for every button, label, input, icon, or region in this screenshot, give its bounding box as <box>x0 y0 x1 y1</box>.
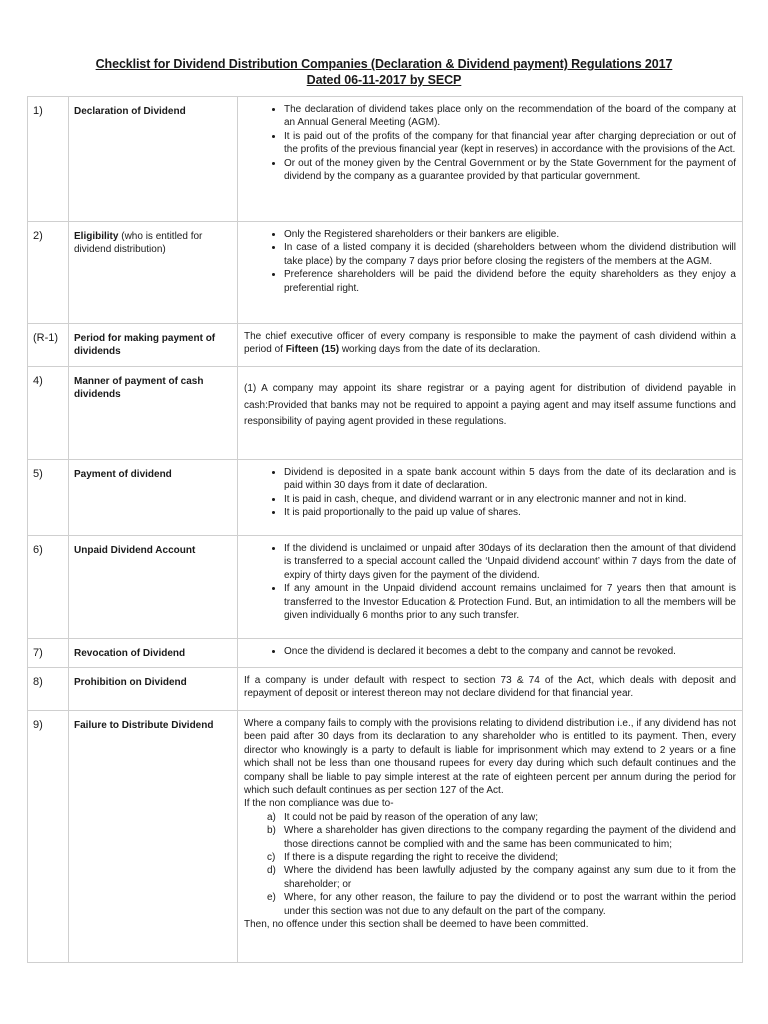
table-row <box>28 668 743 711</box>
row-details <box>238 367 743 460</box>
document-title: Checklist for Dividend Distribution Companies (Declaration & Dividend payment) Regulations 2017 <box>95 57 673 71</box>
row-topic-note: (who is entitled for dividend distribution) <box>74 231 203 256</box>
list-marker: e) <box>267 892 276 904</box>
row-number: 8) <box>28 668 69 711</box>
row-topic-label: Eligibility <box>74 231 119 242</box>
row-topic: Manner of payment of cash dividends <box>69 367 238 460</box>
list-item: • If the dividend is unclaimed or unpaid after 30days of its declaration then the amount of that dividend is transferred to a special account called the ‘Unpaid dividend account’ within 7 days from the date of expiry of thirty days given for the payment of the dividend. <box>284 542 736 582</box>
row-number: 6) <box>28 536 69 639</box>
row-details <box>238 324 743 367</box>
row-topic: Failure to Distribute Dividend <box>69 711 238 963</box>
list-item <box>267 864 736 891</box>
list-item <box>267 811 736 824</box>
list-item-text: Where the dividend has been lawfully adjusted by the company against any sum due to it from the shareholder; or <box>284 865 736 890</box>
list-item: • It is paid out of the profits of the company for that financial year after charging depreciation or out of the profits of the previous financial year (kept in reserves) in accordance with the provisions of the Act. <box>284 130 736 157</box>
text-run: The chief executive officer of every company is responsible to make the payment of cash dividend within a period of <box>244 331 736 356</box>
list-item: • It is paid proportionally to the paid up value of shares. <box>284 506 736 519</box>
table-row <box>28 367 743 460</box>
row-details <box>238 711 743 963</box>
table-row <box>28 711 743 963</box>
row-topic: Unpaid Dividend Account <box>69 536 238 639</box>
list-item: • Once the dividend is declared it becomes a debt to the company and cannot be revoked. <box>284 645 736 658</box>
row-details <box>238 97 743 222</box>
row-number: 2) <box>28 222 69 324</box>
list-item: • If any amount in the Unpaid dividend account remains unclaimed for 7 years then that amount is transferred to the Investor Education & Protection Fund. But, an intimidation to all the members will be given individually 6 months prior to any such transfer. <box>284 582 736 622</box>
checklist-table <box>27 96 743 963</box>
bullet-list <box>244 228 736 295</box>
bullet-list <box>244 542 736 622</box>
list-marker: d) <box>267 865 276 877</box>
bullet-list <box>244 645 736 658</box>
paragraph: Where a company fails to comply with the provisions relating to dividend distribution i.e., if any dividend has not been paid after 30 days from its declaration to any shareholder who is entitled to its payment. Then, every director who knowingly is a party to default is liable for imprisonment which may extend to 2 years or a fine which shall not be less than one thousand rupees for every day during which such default continues and the company shall be liable to pay simple interest at the rate of eighteen percent per annum during the period for which such default continues as per section 127 of the Act. <box>244 718 736 797</box>
row-topic: Declaration of Dividend <box>69 97 238 222</box>
paragraph: (1) A company may appoint its share registrar or a paying agent for distribution of dividend payable in cash:Provided that banks may not be required to appoint a paying agent and may itself assume functions and responsibility of paying agent provided in these regulations. <box>244 383 736 427</box>
list-item: • Dividend is deposited in a spate bank account within 5 days from the date of its declaration and is paid within 30 days from it date of declaration. <box>284 466 736 493</box>
row-topic <box>69 222 238 324</box>
row-details <box>238 639 743 668</box>
text-run: working days from the date of its declaration. <box>339 344 541 356</box>
row-topic: Payment of dividend <box>69 460 238 536</box>
row-details <box>238 460 743 536</box>
table-row <box>28 639 743 668</box>
bullet-list <box>244 466 736 520</box>
list-item: • The declaration of dividend takes place only on the recommendation of the board of the company at an Annual General Meeting (AGM). <box>284 103 736 130</box>
list-item-text: If there is a dispute regarding the right to receive the dividend; <box>284 852 559 864</box>
row-number: 7) <box>28 639 69 668</box>
list-marker: c) <box>267 852 276 864</box>
document-date: Dated 06-11-2017 by SECP <box>306 73 462 87</box>
row-number: 5) <box>28 460 69 536</box>
table-row <box>28 460 743 536</box>
list-marker: a) <box>267 811 276 823</box>
list-item-text: Where a shareholder has given directions to the company regarding the payment of the dividend and those directions cannot be complied with and the same has been communicated to him; <box>284 825 736 850</box>
list-item-text: Where, for any other reason, the failure to pay the dividend or to post the warrant within the period under this section was not due to any default on the part of the company. <box>284 892 736 917</box>
table-row <box>28 536 743 639</box>
row-topic: Revocation of Dividend <box>69 639 238 668</box>
emphasis-text: Fifteen (15) <box>285 344 340 356</box>
paragraph: If the non compliance was due to- <box>244 798 394 810</box>
table-row <box>28 324 743 367</box>
row-details <box>238 222 743 324</box>
lettered-list <box>244 811 736 918</box>
row-number: 9) <box>28 711 69 963</box>
list-item: • Only the Registered shareholders or their bankers are eligible. <box>284 228 736 241</box>
list-marker: b) <box>267 825 276 837</box>
row-number: (R-1) <box>28 324 69 367</box>
paragraph <box>244 330 736 357</box>
bullet-list <box>244 103 736 183</box>
row-details <box>238 668 743 711</box>
row-number: 1) <box>28 97 69 222</box>
paragraph: If a company is under default with respect to section 73 & 74 of the Act, which deals with deposit and repayment of deposit or interest thereon may not declare dividend for that financial year. <box>244 675 736 700</box>
row-topic: Period for making payment of dividends <box>69 324 238 367</box>
list-item <box>267 824 736 851</box>
row-number: 4) <box>28 367 69 460</box>
list-item: • It is paid in cash, cheque, and dividend warrant or in any electronic manner and not in kind. <box>284 493 736 506</box>
list-item: • In case of a listed company it is decided (shareholders between whom the dividend distribution will take place) by the company 7 days prior before closing the registers of the members at the AGM. <box>284 241 736 268</box>
table-row <box>28 222 743 324</box>
list-item-text: It could not be paid by reason of the operation of any law; <box>284 811 539 823</box>
row-details <box>238 536 743 639</box>
list-item <box>267 851 736 864</box>
table-row <box>28 97 743 222</box>
list-item <box>267 891 736 918</box>
list-item: • Or out of the money given by the Central Government or by the State Government for the payment of dividend by the company as a guarantee provided by that particular government. <box>284 157 736 184</box>
paragraph: Then, no offence under this section shall be deemed to have been committed. <box>244 919 589 931</box>
row-topic: Prohibition on Dividend <box>69 668 238 711</box>
list-item: • Preference shareholders will be paid the dividend before the equity shareholders as they enjoy a preferential right. <box>284 268 736 295</box>
